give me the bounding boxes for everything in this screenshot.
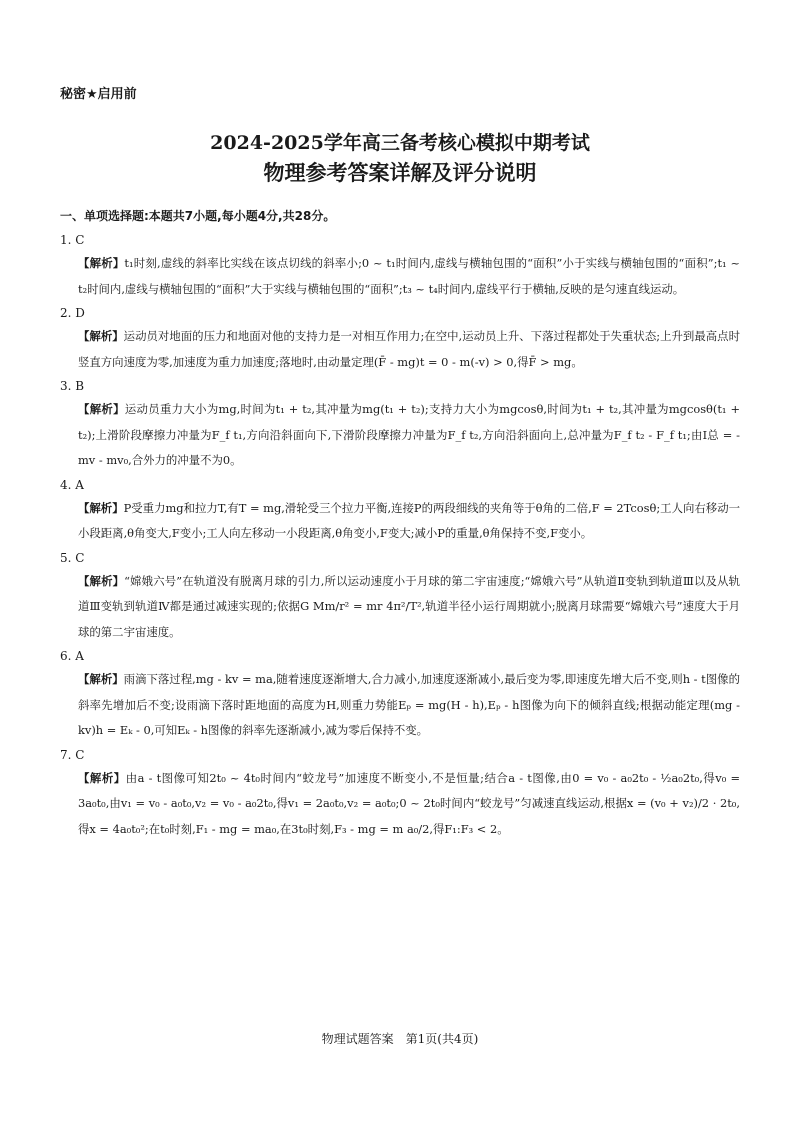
analysis-tag: 【解析】 bbox=[78, 770, 126, 785]
explanation bbox=[60, 766, 740, 843]
exam-title: 2024-2025学年高三备考核心模拟中期考试 bbox=[210, 132, 590, 154]
analysis-tag: 【解析】 bbox=[78, 256, 125, 270]
analysis-tag: 【解析】 bbox=[78, 329, 124, 343]
analysis-tag: 【解析】 bbox=[78, 500, 124, 515]
analysis-tag: 【解析】 bbox=[78, 672, 124, 686]
question-1 bbox=[60, 229, 740, 302]
question-6 bbox=[60, 645, 740, 744]
explanation bbox=[60, 667, 740, 744]
explanation bbox=[60, 397, 740, 474]
question-number: 3. B bbox=[60, 379, 85, 393]
explanation-text: 运动员对地面的压力和地面对他的支持力是一对相互作用力;在空中,运动员上升、下落过程都处于失重状态;上升到最高点时竖直方向速度为零,加速度为重力加速度;落地时,由动量定理(F̄ - mg)t = 0 - m(-v) > 0,得F̄ > mg。 bbox=[78, 329, 740, 369]
question-5 bbox=[60, 547, 740, 646]
content bbox=[60, 203, 740, 842]
question-2 bbox=[60, 302, 740, 375]
explanation-text: 雨滴下落过程,mg - kv = ma,随着速度逐渐增大,合力减小,加速度逐渐减小,最后变为零,即速度先增大后不变,则h - t图像的斜率先增加后不变;设雨滴下落时距地面的高度为H,则重力势能Eₚ = mg(H - h),Eₚ - h图像为向下的倾斜直线;根据动能定理(mg - kv)h = Eₖ - 0,可知Eₖ - h图像的斜率先逐渐减小,减为零后保持不变。 bbox=[78, 672, 740, 737]
question-7 bbox=[60, 744, 740, 843]
explanation-text: “嫦娥六号”在轨道没有脱离月球的引力,所以运动速度小于月球的第二宇宙速度;“嫦娥六号”从轨道Ⅱ变轨到轨道Ⅲ以及从轨道Ⅲ变轨到轨道Ⅳ都是通过减速实现的;依据G Mm/r² = mr 4π²/T²,轨道半径小运行周期就小;脱离月球需要“嫦娥六号”速度大于月球的第二宇宙速度。 bbox=[78, 573, 740, 639]
explanation-text: 由a - t图像可知2t₀ ~ 4t₀时间内“蛟龙号”加速度不断变小,不是恒量;结合a - t图像,由0 = v₀ - a₀2t₀ - ½a₀2t₀,得v₀ = 3a₀t₀,由v₁ = v₀ - a₀t₀,v₂ = v₀ - a₀2t₀,得v₁ = 2a₀t₀,v₂ = a₀t₀;0 ~ 2t₀时间内“蛟龙号”匀减速直线运动,根据x = (v₀ + v₂)/2 · 2t₀,得x = 4a₀t₀²;在t₀时刻,F₁ - mg = ma₀,在3t₀时刻,F₃ - mg = m a₀/2,得F₁:F₃ < 2。 bbox=[78, 770, 740, 836]
secret-label: 秘密★启用前 bbox=[60, 87, 137, 102]
explanation bbox=[60, 496, 740, 547]
page-footer: 物理试题答案 第1页(共4页) bbox=[321, 1032, 479, 1046]
question-4 bbox=[60, 474, 740, 547]
explanation bbox=[60, 569, 740, 646]
analysis-tag: 【解析】 bbox=[78, 573, 125, 588]
question-number: 1. C bbox=[60, 233, 85, 247]
analysis-tag: 【解析】 bbox=[78, 402, 125, 416]
question-number: 6. A bbox=[60, 649, 84, 663]
question-3 bbox=[60, 375, 740, 474]
explanation-text: t₁时刻,虚线的斜率比实线在该点切线的斜率小;0 ~ t₁时间内,虚线与横轴包围的“面积”小于实线与横轴包围的“面积”;t₁ ~ t₂时间内,虚线与横轴包围的“面积”大于实线与横轴包围的“面积”;t₃ ~ t₄时间内,虚线平行于横轴,反映的是匀速直线运动。 bbox=[78, 256, 740, 296]
question-number: 5. C bbox=[60, 550, 85, 565]
explanation-text: P受重力mg和拉力T,有T = mg,滑轮受三个拉力平衡,连接P的两段细线的夹角等于θ角的二倍,F = 2Tcosθ;工人向右移动一小段距离,θ角变大,F变小;工人向左移动一小段距离,θ角变小,F变大;减小P的重量,θ角保持不变,F变小。 bbox=[78, 500, 740, 540]
question-number: 7. C bbox=[60, 747, 85, 762]
document-title: 物理参考答案详解及评分说明 bbox=[263, 161, 537, 185]
explanation-text: 运动员重力大小为mg,时间为t₁ + t₂,其冲量为mg(t₁ + t₂);支持力大小为mgcosθ,时间为t₁ + t₂,其冲量为mgcosθ(t₁ + t₂);上滑阶段摩擦力冲量为F_f t₁,方向沿斜面向下,下滑阶段摩擦力冲量为F_f t₂,方向沿斜面向上,总冲量为F_f t₂ - F_f t₁;由I总 = -mv - mv₀,合外力的冲量不为0。 bbox=[78, 402, 740, 467]
question-number: 2. D bbox=[60, 306, 85, 320]
question-number: 4. A bbox=[60, 477, 84, 492]
explanation bbox=[60, 251, 740, 302]
explanation bbox=[60, 324, 740, 375]
section-heading: 一、单项选择题:本题共7小题,每小题4分,共28分。 bbox=[60, 209, 336, 223]
